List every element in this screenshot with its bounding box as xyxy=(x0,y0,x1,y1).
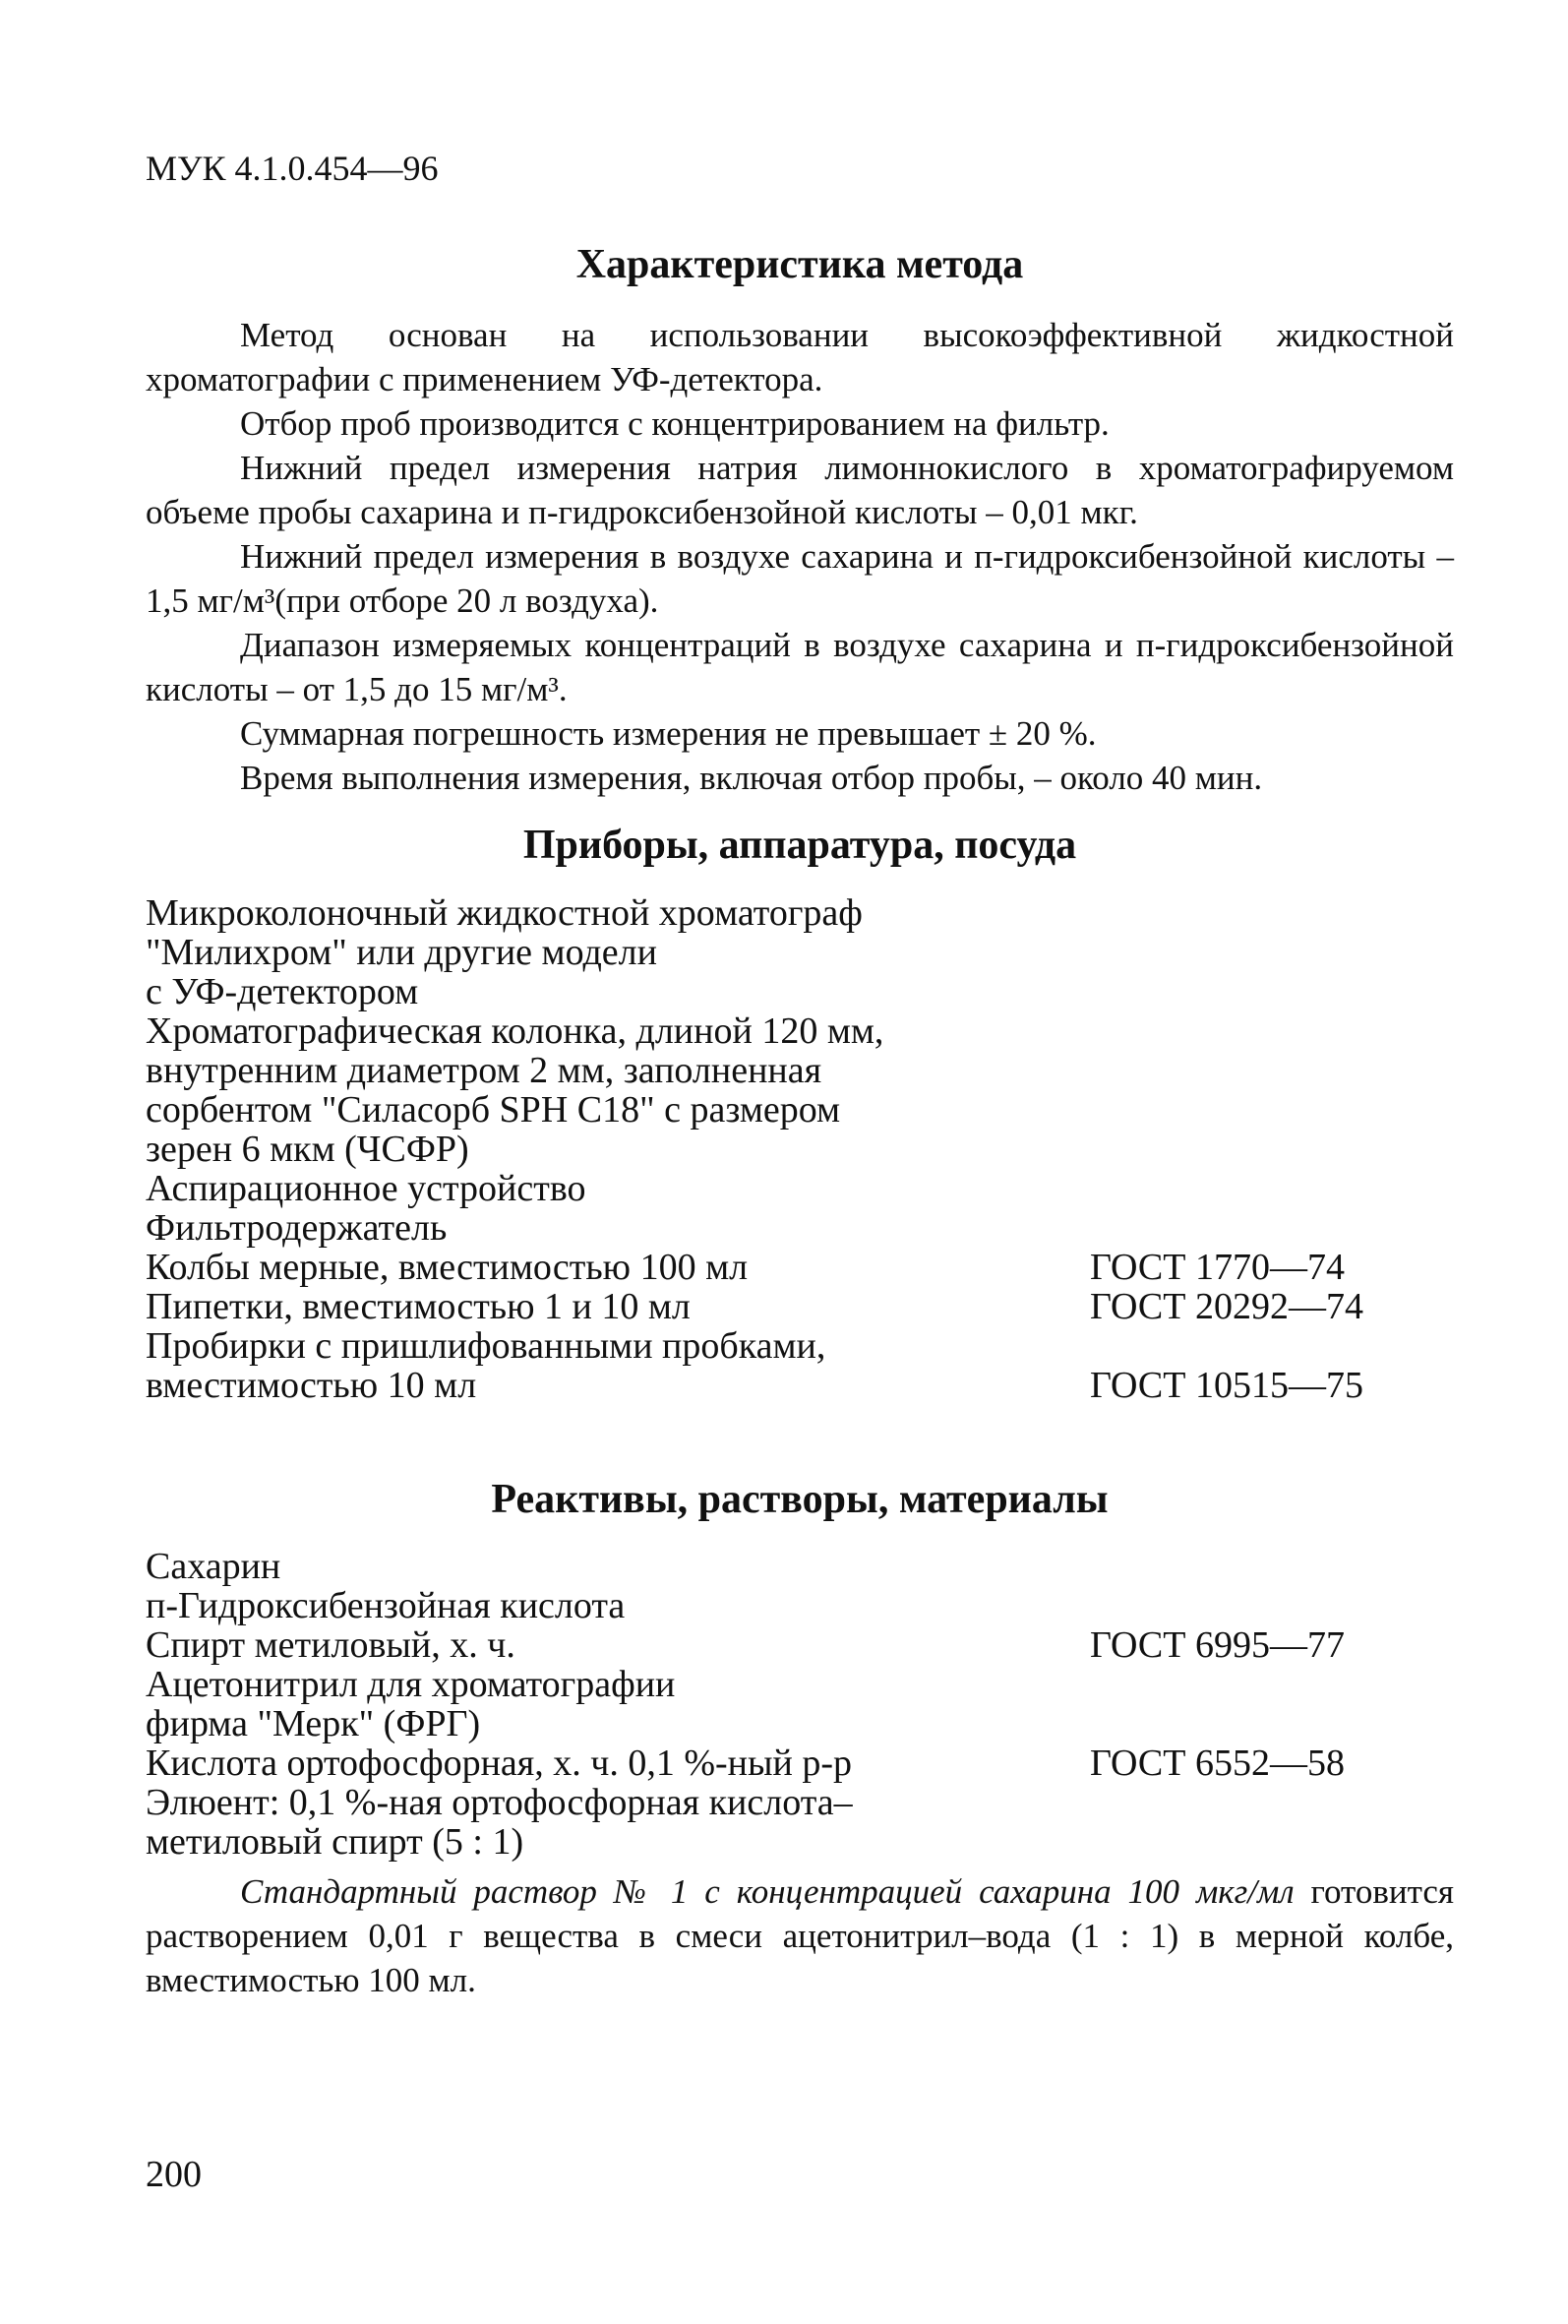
equipment-line xyxy=(146,1287,1415,1326)
equipment-line xyxy=(146,1248,1415,1287)
equipment-item: с УФ-детектором xyxy=(146,971,419,1012)
equipment-line xyxy=(146,933,1415,972)
reagent-line xyxy=(146,1625,1415,1665)
equipment-line xyxy=(146,893,1415,933)
method-paragraph: Отбор проб производится с концентрированием на фильтр. xyxy=(240,404,1110,443)
standard-solution-text: готовится растворением 0,01 г вещества в смеси ацетонитрил–вода (1 : 1) в мерной колбе, вместимостью 100 мл. xyxy=(146,1872,1454,1999)
equipment-line xyxy=(146,972,1415,1011)
reagent-line xyxy=(146,1743,1415,1783)
method-paragraph: Время выполнения измерения, включая отбор пробы, – около 40 мин. xyxy=(240,759,1263,797)
reagent-item: фирма "Мерк" (ФРГ) xyxy=(146,1703,481,1744)
method-paragraph: Метод основан на использовании высокоэффективной жидкостной хроматографии с применением УФ-детектора. xyxy=(146,316,1454,398)
reagents-list xyxy=(146,1547,1415,1862)
equipment-line xyxy=(146,1051,1415,1090)
equipment-item: Микроколоночный жидкостной хроматограф xyxy=(146,892,863,934)
gost-reference: ГОСТ 6995—77 xyxy=(1090,1624,1345,1666)
equipment-item: сорбентом "Силасорб SPH C18" с размером xyxy=(146,1089,841,1131)
equipment-item: Колбы мерные, вместимостью 100 мл xyxy=(146,1247,749,1288)
reagent-item: п-Гидроксибензойная кислота xyxy=(146,1585,626,1626)
equipment-item: Пробирки с пришлифованными пробками, xyxy=(146,1325,826,1367)
reagent-line xyxy=(146,1822,1415,1862)
reagent-item: метиловый спирт (5 : 1) xyxy=(146,1821,524,1863)
method-paragraph: Нижний предел измерения в воздухе сахарина и п-гидроксибензойной кислоты – 1,5 мг/м³(при отборе 20 л воздуха). xyxy=(146,537,1454,620)
equipment-item: "Милихром" или другие модели xyxy=(146,932,657,973)
reagent-line xyxy=(146,1704,1415,1743)
reagent-item: Сахарин xyxy=(146,1546,281,1587)
reagent-line xyxy=(146,1547,1415,1586)
reagent-item: Ацетонитрил для хроматографии xyxy=(146,1664,676,1705)
method-paragraph: Нижний предел измерения натрия лимоннокислого в хроматографируемом объеме пробы сахарина и п-гидроксибензойной кислоты – 0,01 мкг. xyxy=(146,449,1454,531)
equipment-item: зерен 6 мкм (ЧСФР) xyxy=(146,1129,469,1170)
method-paragraph: Диапазон измеряемых концентраций в воздухе сахарина и п-гидроксибензойной кислоты – от 1,5 до 15 мг/м³. xyxy=(146,626,1454,708)
standard-solution-title: Стандартный раствор № 1 с концентрацией сахарина 100 мкг/мл xyxy=(240,1872,1295,1911)
equipment-item: Пипетки, вместимостью 1 и 10 мл xyxy=(146,1286,691,1327)
standard-solution-paragraph xyxy=(146,1869,1454,2002)
gost-reference: ГОСТ 20292—74 xyxy=(1090,1286,1363,1327)
method-paragraph: Суммарная погрешность измерения не превышает ± 20 %. xyxy=(240,714,1097,753)
method-paragraphs xyxy=(146,313,1454,800)
reagent-line xyxy=(146,1783,1415,1822)
equipment-item: внутренним диаметром 2 мм, заполненная xyxy=(146,1050,822,1091)
equipment-line xyxy=(146,1090,1415,1130)
equipment-list xyxy=(146,893,1415,1405)
reagent-line xyxy=(146,1586,1415,1625)
section-title-method: Характеристика метода xyxy=(575,242,1024,287)
document-code-header: МУК 4.1.0.454—96 xyxy=(146,149,439,188)
equipment-line xyxy=(146,1169,1415,1208)
reagent-line xyxy=(146,1665,1415,1704)
equipment-item: Хроматографическая колонка, длиной 120 мм, xyxy=(146,1010,884,1052)
equipment-item: Фильтродержатель xyxy=(146,1207,448,1249)
equipment-item: вместимостью 10 мл xyxy=(146,1365,477,1406)
equipment-line xyxy=(146,1326,1415,1366)
gost-reference: ГОСТ 6552—58 xyxy=(1090,1743,1345,1784)
equipment-line xyxy=(146,1011,1415,1051)
section-title-equipment: Приборы, аппаратура, посуда xyxy=(522,823,1077,868)
page-number: 200 xyxy=(146,2154,202,2195)
equipment-item: Аспирационное устройство xyxy=(146,1168,586,1209)
equipment-line xyxy=(146,1208,1415,1248)
equipment-line xyxy=(146,1366,1415,1405)
gost-reference: ГОСТ 1770—74 xyxy=(1090,1247,1345,1288)
gost-reference: ГОСТ 10515—75 xyxy=(1090,1365,1363,1406)
section-title-reagents: Реактивы, растворы, материалы xyxy=(491,1477,1109,1522)
reagent-item: Спирт метиловый, х. ч. xyxy=(146,1624,515,1666)
reagent-item: Элюент: 0,1 %-ная ортофосфорная кислота– xyxy=(146,1782,853,1823)
reagent-item: Кислота ортофосфорная, х. ч. 0,1 %-ный р-р xyxy=(146,1743,853,1784)
equipment-line xyxy=(146,1130,1415,1169)
